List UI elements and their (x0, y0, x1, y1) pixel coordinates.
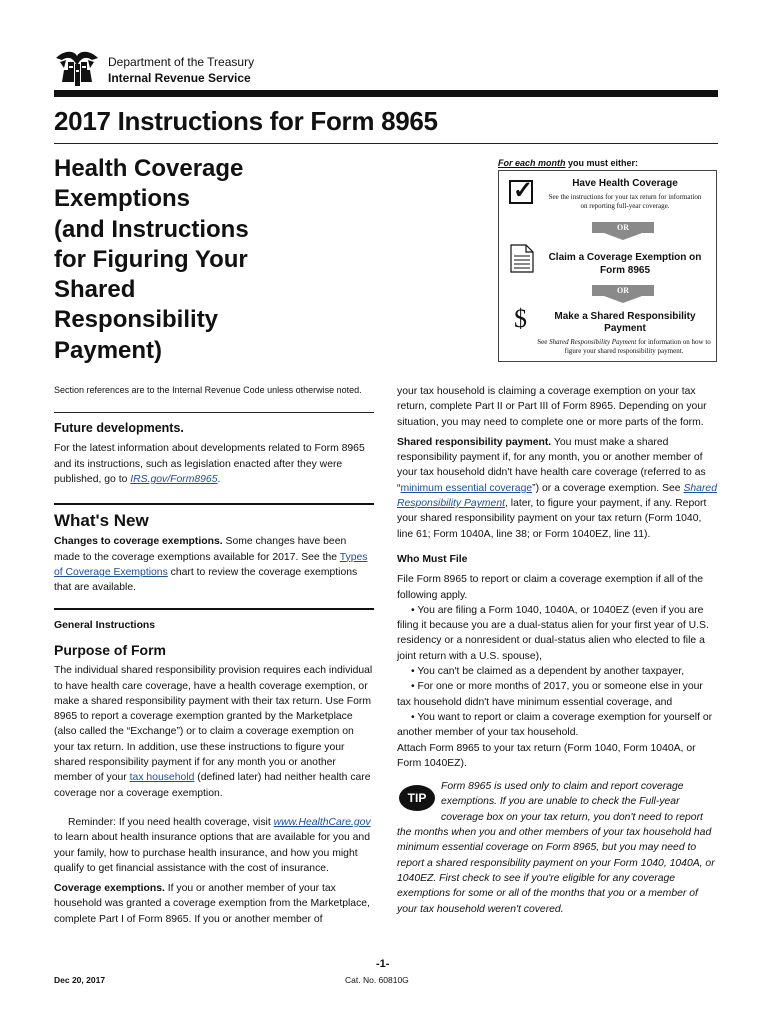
option3-post: for information on how to figure your shared responsibility payment. (564, 338, 711, 355)
option-claim-exemption: Claim a Coverage Exemption on Form 8965 (548, 252, 702, 276)
option-make-payment-text (535, 338, 713, 356)
healthcare-gov-link[interactable]: www.HealthCare.gov (273, 816, 371, 828)
list-item: • You want to report or claim a coverage exemption for yourself or another member of your tax household. (397, 711, 713, 739)
option-have-coverage-text: See the instructions for your tax return for information on reporting full-year coverage. (548, 193, 702, 210)
sidebox-intro-em: For each month (498, 158, 566, 168)
reminder-post: to learn about health insurance options that are available for you and your family, how to purchase health insurance, and how you might qualify to get financial assistance with the cost of insurance. (54, 832, 370, 874)
subtitle-line: Responsibility (54, 306, 219, 334)
checkbox-icon (509, 177, 534, 204)
shared-responsibility-paragraph (397, 435, 717, 542)
changes-pre: Some changes have been made to the coverage exemptions available for 2017. See the (54, 536, 347, 563)
page-number: -1- (376, 958, 390, 970)
srp-pre: You must make a shared responsibility payment if, for any month, you or another member of your tax household didn't have health care coverage (referred to as “ (397, 436, 706, 494)
irs-form8965-link[interactable]: IRS.gov/Form8965 (130, 473, 218, 485)
purpose-of-form-heading: Purpose of Form (54, 641, 167, 658)
divider (54, 412, 374, 413)
purpose-post: (defined later) had neither health care coverage nor a coverage exemption. (54, 772, 371, 799)
header-rule (54, 90, 718, 97)
subtitle-line: Health Coverage (54, 155, 244, 182)
tip-label: TIP (407, 791, 427, 806)
or-arrow-1 (604, 233, 642, 240)
subtitle-line: Shared (54, 276, 136, 304)
purpose-pre: The individual shared responsibility provision requires each individual to have health care coverage, have a health coverage exemption, or make a shared responsibility payment with their tax return. Use Form 8965 to report a coverage exemption granted by the Marketplace (also called the “Exchange”) or to claim a coverage exemption on your tax return. In addition, use these instructions to figure your shared responsibility payment if for any month you or another member of your (54, 665, 373, 784)
who-must-file-text: File Form 8965 to report or claim a coverage exemption if all of the following apply. (397, 574, 704, 601)
shared-responsibility-payment-link[interactable]: Shared Responsibility Payment (397, 482, 717, 510)
general-instructions-heading: General Instructions (54, 619, 156, 631)
changes-heading: Changes to coverage exemptions. (54, 536, 223, 548)
left-column (54, 384, 374, 932)
types-of-coverage-link[interactable]: Types of Coverage Exemptions (54, 551, 368, 579)
option3-em: Shared Responsibility Payment (549, 338, 637, 346)
agency-name (108, 54, 254, 86)
subtitle-line: Payment) (54, 336, 163, 364)
page-title: 2017 Instructions for Form 8965 (54, 106, 438, 136)
title-rule (54, 143, 718, 144)
option3-pre: See (537, 338, 550, 346)
check-mark: ✓ (513, 177, 534, 204)
coverage-exemptions-paragraph (54, 881, 374, 927)
subtitle-line: (and Instructions (54, 215, 249, 243)
coverage-exemptions-text: If you or another member of your tax household was granted a coverage exemption from the Marketplace, complete Part I of Form 8965. If you or another member of (54, 883, 370, 925)
section-rule (54, 608, 374, 610)
list-item: • You are filing a Form 1040, 1040A, or 1040EZ (even if you are filing it because you are a dual-status alien for your first year of U.S. residency or a nonresident or dual-status alien who elected to file a joint return with a U.S. spouse), (397, 604, 709, 662)
reminder-pre: Reminder: If you need health coverage, visit (68, 816, 274, 828)
tip-body: Form 8965 is used only to claim and report coverage exemptions. If you are unable to check the Full-year coverage box on your tax return, you don't need to report the months when you and other members of your tax household had minimum essential coverage on Form 8965, but you may need to report a shared responsibility payment on your Form 1040, 1040A, or 1040EZ. First check to see if you're eligible for any coverage exemptions for some or all of the months that you or a member of your tax household weren't covered. (397, 781, 715, 915)
minimum-essential-coverage-link[interactable]: minimum essential coverage (400, 482, 533, 494)
changes-paragraph (54, 534, 374, 595)
agency-line1: Department of the Treasury (108, 55, 255, 69)
form-document-icon (510, 244, 534, 273)
sidebox-intro-rest: you must either: (565, 158, 639, 168)
list-item: • You can't be claimed as a dependent by another taxpayer, (411, 666, 685, 678)
list-item: • For one or more months of 2017, you or someone else in your tax household didn't have minimum essential coverage, and (397, 681, 703, 708)
reminder-paragraph (54, 815, 374, 876)
option-make-payment: Make a Shared Responsibility Payment (554, 311, 696, 334)
sidebox-intro (498, 158, 638, 168)
future-developments-text (54, 441, 374, 487)
tip-icon (399, 785, 435, 811)
option-have-coverage: Have Health Coverage (572, 178, 678, 189)
future-developments-heading: Future developments. (54, 421, 184, 435)
or-divider-1: OR (592, 222, 654, 233)
subtitle (54, 154, 354, 366)
subtitle-line: Exemptions (54, 185, 191, 213)
subtitle-line: for Figuring Your (54, 245, 248, 273)
srp-heading: Shared responsibility payment. (397, 436, 552, 448)
tip-text (397, 779, 717, 917)
agency-line2: Internal Revenue Service (108, 71, 251, 85)
dollar-icon: $ (514, 304, 527, 333)
who-must-file-heading: Who Must File (397, 553, 468, 565)
revision-date: Dec 20, 2017 (54, 975, 106, 985)
section-references-note: Section references are to the Internal Revenue Code unless otherwise noted. (54, 385, 362, 395)
right-column (397, 384, 717, 917)
purpose-paragraph (54, 663, 374, 801)
coverage-exemptions-heading: Coverage exemptions. (54, 883, 165, 895)
section-rule (54, 503, 374, 505)
future-post: . (217, 473, 221, 485)
or-arrow-2 (604, 296, 642, 303)
whats-new-heading: What's New (54, 511, 149, 531)
tax-household-link[interactable]: tax household (129, 772, 195, 784)
tip-block (397, 779, 717, 917)
changes-post: chart to review the coverage exemptions that are available. (54, 567, 358, 594)
or-divider-2: OR (592, 285, 654, 296)
srp-mid: ”) or a coverage exemption. See (532, 482, 684, 494)
irs-eagle-logo-icon (54, 48, 100, 88)
attach-instruction: Attach Form 8965 to your tax return (Form 1040, Form 1040A, or Form 1040EZ). (397, 742, 696, 769)
future-pre: For the latest information about developments related to Form 8965 and its instructions, such as legislation enacted after they were published, go to (54, 443, 365, 485)
srp-post: , later, to figure your payment, if any. Report your shared responsibility payment on your tax return (Form 1040, line 61; Form 1040A, line 38; or Form 1040EZ, line 11). (397, 498, 707, 540)
continued-paragraph: your tax household is claiming a coverage exemption on your tax return, complete Part II or Part III of Form 8965. Depending on your situation, you may need to complete one or more parts of the form. (397, 386, 707, 428)
catalog-number: Cat. No. 60810G (345, 975, 409, 985)
